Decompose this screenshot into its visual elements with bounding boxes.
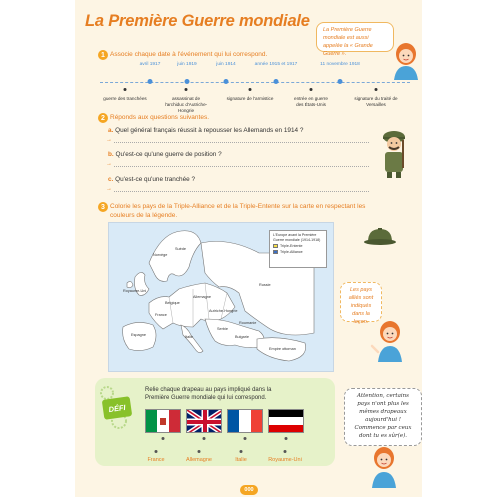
answer-line[interactable] (114, 191, 369, 192)
map-label: Serbie (217, 327, 228, 331)
page-title: La Première Guerre mondiale (85, 12, 310, 30)
timeline-event-dot[interactable] (124, 88, 127, 91)
legend-item (273, 250, 323, 255)
section-1-instruction: Associe chaque date à l'événement qui lui correspond. (110, 51, 268, 58)
question-a: a. Quel général français réussit à repousser les Allemands en 1914 ? (108, 127, 304, 134)
girl-character-top (388, 40, 422, 80)
italy-flag[interactable] (145, 409, 181, 433)
question-b: b. Qu'est-ce qu'une guerre de position ? (108, 151, 222, 158)
timeline-event-dot[interactable] (310, 88, 313, 91)
legend-label: Triple-Alliance (280, 249, 303, 254)
flag-dot[interactable] (203, 437, 206, 440)
map-label: Espagne (131, 333, 146, 337)
defi-speech-bubble (344, 388, 422, 446)
map-label: Autriche-Hongrie (209, 309, 238, 313)
timeline-date-dot[interactable] (185, 79, 190, 84)
country-dot[interactable] (198, 450, 201, 453)
timeline-date: année 1915 et 1917 (254, 62, 298, 67)
map-speech-bubble (340, 282, 382, 325)
timeline-event: signature du traité de Versailles (354, 96, 398, 107)
legend-label: Triple-Entente (280, 243, 303, 248)
legend-swatch (273, 250, 278, 254)
section-3-instruction: Colorie les pays de la Triple-Alliance et de la Triple-Entente sur la carte en respectant les couleurs de la légende. (110, 203, 366, 219)
girl-character-middle (370, 318, 406, 362)
country-dot[interactable] (155, 450, 158, 453)
country-label: Allemagne (186, 457, 212, 463)
map-legend (269, 230, 327, 268)
arrow-icon: → (106, 186, 112, 192)
defi-bubble-text: Attention, certains pays n'ont plus les mêmes drapeaux aujourd'hui ! Commence par ceux dont tu es sûr(e). (354, 393, 412, 439)
map-label: Empire ottoman (269, 347, 296, 351)
question-c: c. Qu'est-ce qu'une tranchée ? (108, 176, 196, 183)
timeline-event: guerre des tranchées (103, 96, 147, 101)
map-label: Norvège (153, 253, 168, 257)
helmet-icon (362, 226, 398, 248)
flag-dot[interactable] (285, 437, 288, 440)
timeline-date-dot[interactable] (224, 79, 229, 84)
timeline-event: signature de l'armistice (226, 96, 274, 101)
answer-line[interactable] (114, 166, 369, 167)
map-label: Suède (175, 247, 186, 251)
legend-swatch (273, 244, 278, 248)
arrow-icon: → (106, 137, 112, 143)
map-bubble-text: Les pays alliés sont indiqués dans la leçon. (348, 287, 374, 325)
defi-badge: DÉFI (102, 396, 133, 420)
timeline-date: juin 1919 (177, 62, 197, 67)
map-label: Russie (259, 283, 271, 287)
map-label: France (155, 313, 167, 317)
france-flag[interactable] (227, 409, 263, 433)
timeline-event-dot[interactable] (375, 88, 378, 91)
country-label: France (147, 457, 165, 463)
soldier-character (376, 128, 412, 178)
map-label: Allemagne (193, 295, 211, 299)
girl-character-bottom (366, 444, 402, 488)
defi-instruction: Relie chaque drapeau au pays impliqué dans la Première Guerre mondiale qui lui correspond. (145, 387, 272, 402)
map-label: Royaume-Uni (123, 289, 147, 293)
timeline-event: assassinat de l'archiduc d'Autriche-Hongrie (164, 96, 208, 113)
legend-title: L'Europe avant la Première Guerre mondiale (1914-1918) (273, 233, 321, 242)
timeline-date-dot[interactable] (148, 79, 153, 84)
europe-map[interactable] (108, 222, 334, 372)
map-label: Bulgarie (235, 335, 249, 339)
german-empire-flag[interactable] (268, 409, 304, 433)
uk-flag[interactable] (186, 409, 222, 433)
timeline-date: 11 novembre 1918 (320, 62, 360, 67)
timeline-date-dot[interactable] (338, 79, 343, 84)
map-label: Roumanie (239, 321, 257, 325)
section-3-number: 3 (98, 202, 108, 212)
page-number: 000 (240, 485, 258, 495)
timeline-line (100, 82, 410, 83)
legend-item (273, 244, 323, 249)
answer-line[interactable] (114, 142, 369, 143)
timeline-date: juin 1914 (216, 62, 236, 67)
section-2-number: 2 (98, 113, 108, 123)
country-dot[interactable] (284, 450, 287, 453)
country-label: Royaume-Uni (268, 457, 302, 463)
timeline-event: entrée en guerre des États-Unis (294, 96, 328, 107)
timeline-date: avril 1917 (139, 62, 161, 67)
country-label: Italie (235, 457, 247, 463)
timeline-date-dot[interactable] (274, 79, 279, 84)
intro-bubble-text: La Première Guerre mondiale est aussi appelée la « Grande Guerre ». (323, 27, 373, 57)
section-2-instruction: Réponds aux questions suivantes. (110, 114, 210, 121)
country-dot[interactable] (240, 450, 243, 453)
intro-speech-bubble (316, 22, 394, 57)
flag-dot[interactable] (244, 437, 247, 440)
timeline-event-dot[interactable] (185, 88, 188, 91)
arrow-icon: → (106, 161, 112, 167)
flag-dot[interactable] (162, 437, 165, 440)
timeline-event-dot[interactable] (249, 88, 252, 91)
section-1-number: 1 (98, 50, 108, 60)
map-label: Belgique (165, 301, 180, 305)
map-label: Italie (185, 335, 194, 339)
